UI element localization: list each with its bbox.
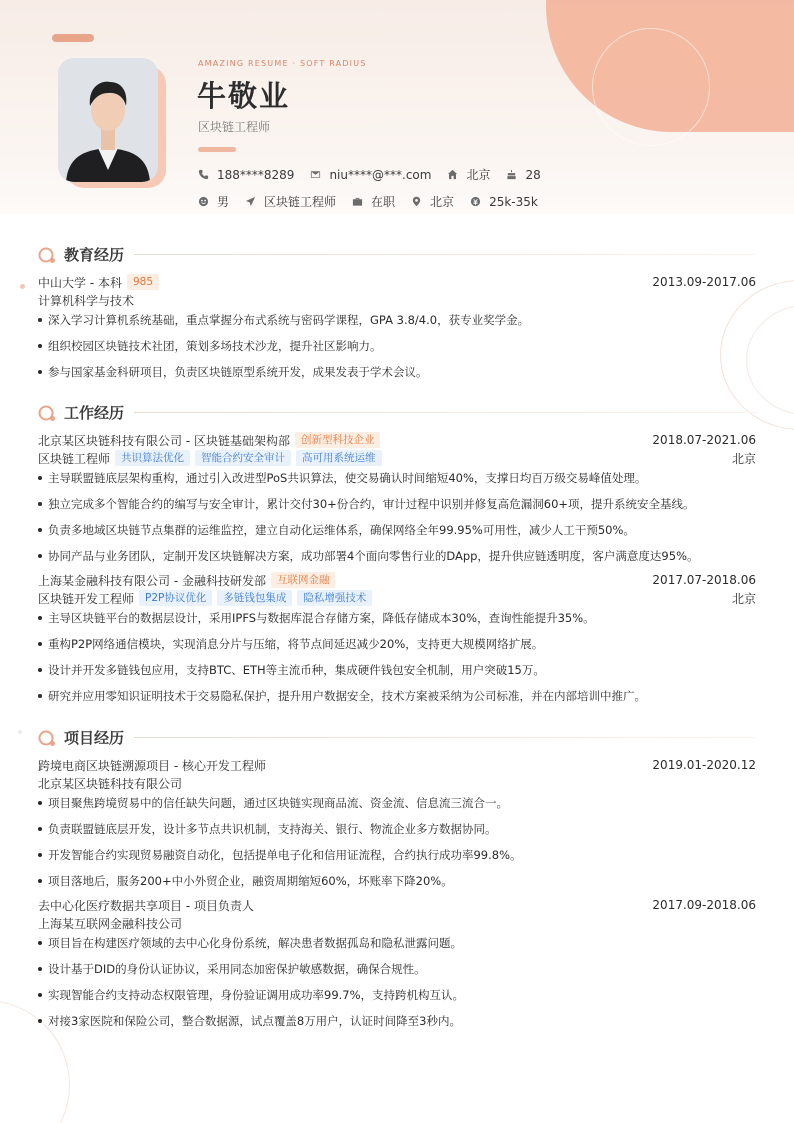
work-role: 区块链开发工程师 <box>38 591 135 606</box>
company-tag: 互联网金融 <box>271 572 336 588</box>
section-title-projects <box>38 727 756 748</box>
candidate-name: 牛敬业 <box>197 79 291 113</box>
section-search-icon <box>38 246 56 264</box>
list-item: 深入学习计算机系统基础，重点掌握分布式系统与密码学课程，GPA 3.8/4.0，获专业奖学金。 <box>38 312 756 328</box>
education-major: 计算机科学与技术 <box>38 293 135 308</box>
gender-item <box>198 193 229 210</box>
list-item: 负责多地域区块链节点集群的运维监控，建立自动化运维体系，确保网络全年99.95%可用性，减少人工干预50%。 <box>38 522 756 538</box>
target-job-item <box>245 193 336 210</box>
list-item: 组织校园区块链技术社团，策划多场技术沙龙，提升社区影响力。 <box>38 338 756 354</box>
candidate-title: 区块链工程师 <box>198 120 271 134</box>
list-item: 主导区块链平台的数据层设计，采用IPFS与数据库混合存储方案，降低存储成本30%，查询性能提升35%。 <box>38 610 756 626</box>
section-title-work <box>38 402 756 423</box>
list-item: 项目落地后，服务200+中小外贸企业，融资周期缩短60%，坏账率下降20%。 <box>38 873 756 889</box>
education-period: 2013.09-2017.06 <box>652 275 756 289</box>
gender-icon <box>198 196 209 207</box>
title-underline <box>198 147 236 152</box>
skill-tag: 隐私增强技术 <box>297 590 372 606</box>
gender-value: 男 <box>217 195 230 209</box>
home-icon <box>447 169 458 180</box>
skill-tag: 智能合约安全审计 <box>195 450 291 466</box>
phone-value: 188****8289 <box>217 167 295 182</box>
skill-tag: 共识算法优化 <box>115 450 190 466</box>
work-header <box>38 572 756 588</box>
project-org: 北京某区块链科技有限公司 <box>38 776 183 791</box>
section-search-icon <box>38 404 56 422</box>
salary-item <box>470 195 538 209</box>
city-value: 北京 <box>466 168 491 182</box>
decorative-dot <box>18 730 22 734</box>
work-location: 北京 <box>731 451 756 466</box>
list-item: 主导联盟链底层架构重构，通过引入改进型PoS共识算法，使交易确认时间缩短40%，支撑日均百万级交易峰值处理。 <box>38 470 756 486</box>
school-name: 中山大学 - 本科 <box>38 275 122 290</box>
section-search-icon <box>38 729 56 747</box>
age-item <box>506 168 540 182</box>
list-item: 项目旨在构建医疗领域的去中心化身份系统，解决患者数据孤岛和隐私泄露问题。 <box>38 935 756 951</box>
project-name: 去中心化医疗数据共享项目 - 项目负责人 <box>38 898 254 913</box>
avatar-photo <box>58 58 158 182</box>
list-item: 独立完成多个智能合约的编写与安全审计，累计交付30+份合约，审计过程中识别并修复高危漏洞60+项，提升系统安全基线。 <box>38 496 756 512</box>
phone-item <box>198 168 294 182</box>
phone-icon <box>198 169 209 180</box>
briefcase-icon <box>352 196 363 207</box>
work-role-row <box>38 450 756 466</box>
list-item: 重构P2P网络通信模块，实现消息分片与压缩，将节点间延迟减少20%，支持更大规模网络扩展。 <box>38 636 756 652</box>
project-header <box>38 757 756 773</box>
cake-icon <box>506 169 517 180</box>
salary-value: 25k-35k <box>489 194 538 209</box>
skill-tag: 多链钱包集成 <box>217 590 292 606</box>
status-item <box>352 193 395 210</box>
mail-icon <box>310 169 321 180</box>
list-item: 设计基于DID的身份认证协议，采用同态加密保护敏感数据，确保合规性。 <box>38 961 756 977</box>
list-item: 项目聚焦跨境贸易中的信任缺失问题，通过区块链实现商品流、资金流、信息流三流合一。 <box>38 795 756 811</box>
target-city-item <box>411 193 454 210</box>
decorative-bar <box>52 34 94 42</box>
status-value: 在职 <box>371 195 396 209</box>
location-pin-icon <box>411 196 422 207</box>
list-item: 对接3家医院和保险公司，整合数据源，试点覆盖8万用户，认证时间降至3秒内。 <box>38 1013 756 1029</box>
email-item <box>310 168 431 182</box>
resume-tagline: AMAZING RESUME · SOFT RADIUS <box>198 59 367 68</box>
project-org-row <box>38 775 756 791</box>
list-item: 协同产品与业务团队，定制开发区块链解决方案，成功部署4个面向零售行业的DApp，提升供应链透明度，客户满意度达95%。 <box>38 548 756 564</box>
list-item: 参与国家基金科研项目，负责区块链原型系统开发，成果发表于学术会议。 <box>38 364 756 380</box>
email-value: niu****@***.com <box>329 167 432 182</box>
section-divider <box>134 254 756 255</box>
education-major-row <box>38 292 756 308</box>
company-tag: 创新型科技企业 <box>295 432 381 448</box>
project-org-row <box>38 915 756 931</box>
section-title-education <box>38 244 756 265</box>
money-icon <box>470 196 481 207</box>
target-city-value: 北京 <box>430 195 455 209</box>
work-period: 2017.07-2018.06 <box>652 573 756 587</box>
project-org: 上海某互联网金融科技公司 <box>38 916 183 931</box>
list-item: 实现智能合约支持动态权限管理，身份验证调用成功率99.7%，支持跨机构互认。 <box>38 987 756 1003</box>
section-divider <box>134 412 756 413</box>
skill-tag: P2P协议优化 <box>139 590 212 606</box>
work-role-row <box>38 590 756 606</box>
section-divider <box>134 737 756 738</box>
intent-row <box>198 193 554 210</box>
section-label: 工作经历 <box>64 404 125 422</box>
target-job-value: 区块链工程师 <box>264 195 337 209</box>
project-period: 2017.09-2018.06 <box>652 898 756 912</box>
city-item <box>447 166 490 183</box>
send-icon <box>245 196 256 207</box>
list-item: 负责联盟链底层开发，设计多节点共识机制，支持海关、银行、物流企业多方数据协同。 <box>38 821 756 837</box>
list-item: 开发智能合约实现贸易融资自动化，包括提单电子化和信用证流程，合约执行成功率99.8%。 <box>38 847 756 863</box>
work-header <box>38 432 756 448</box>
school-tag: 985 <box>127 274 159 290</box>
education-header <box>38 274 756 290</box>
resume-header <box>0 0 794 214</box>
contact-row <box>198 166 557 183</box>
section-label: 教育经历 <box>64 246 125 264</box>
work-location: 北京 <box>731 591 756 606</box>
work-period: 2018.07-2021.06 <box>652 433 756 447</box>
decorative-ring <box>592 28 710 146</box>
age-value: 28 <box>525 167 541 182</box>
section-label: 项目经历 <box>64 729 125 747</box>
project-header <box>38 897 756 913</box>
decorative-dot <box>20 284 25 289</box>
list-item: 设计并开发多链钱包应用，支持BTC、ETH等主流币种，集成硬件钱包安全机制，用户突破15万。 <box>38 662 756 678</box>
company-name: 北京某区块链科技有限公司 - 区块链基础架构部 <box>38 433 290 448</box>
project-name: 跨境电商区块链溯源项目 - 核心开发工程师 <box>38 758 266 773</box>
company-name: 上海某金融科技有限公司 - 金融科技研发部 <box>38 573 266 588</box>
skill-tag: 高可用系统运维 <box>296 450 382 466</box>
list-item: 研究并应用零知识证明技术于交易隐私保护，提升用户数据安全，技术方案被采纳为公司标准，并在内部培训中推广。 <box>38 688 756 704</box>
project-period: 2019.01-2020.12 <box>652 758 756 772</box>
work-role: 区块链工程师 <box>38 451 111 466</box>
